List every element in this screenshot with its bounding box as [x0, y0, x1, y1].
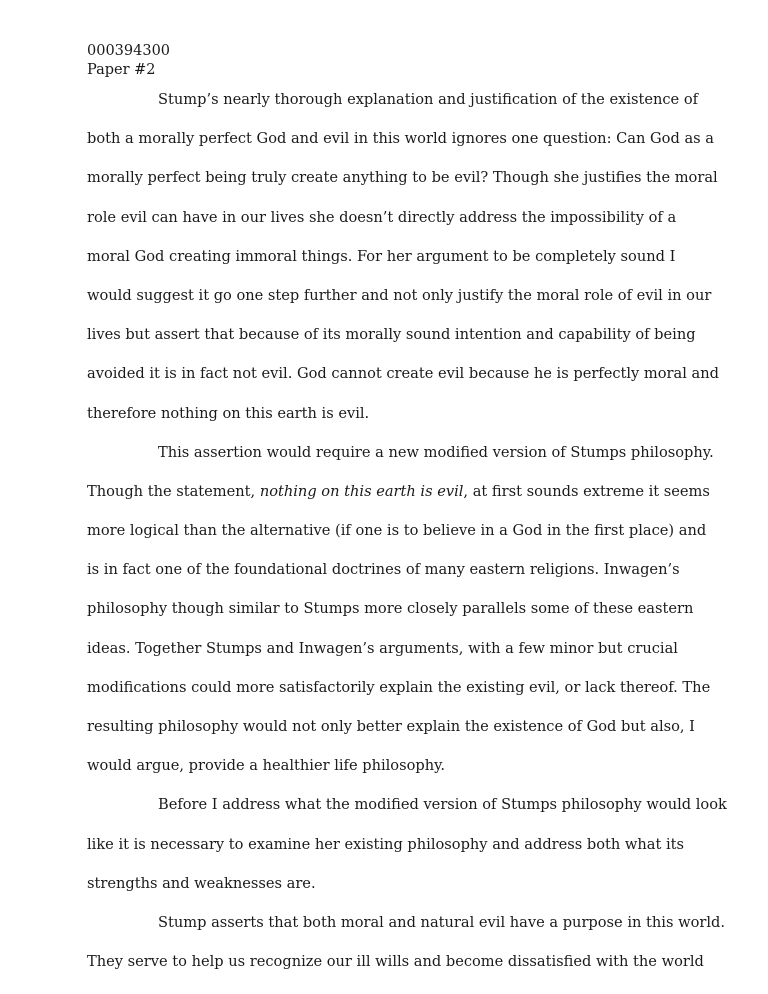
text-line: is in fact one of the foundational doctrines of many eastern religions. Inwagen’s: [87, 561, 680, 579]
text-line: would argue, provide a healthier life philosophy.: [87, 757, 446, 775]
text-line: Stump’s nearly thorough explanation and justification of the existence of: [158, 91, 699, 108]
text-line: role evil can have in our lives she doesn’t directly address the impossibility of a: [87, 208, 677, 226]
page-header: [87, 42, 170, 80]
paper-number: Paper #2: [87, 62, 156, 78]
text-line: morally perfect being truly create anything to be evil? Though she justifies the moral: [87, 169, 718, 187]
text-line: would suggest it go one step further and not only justify the moral role of evil in our: [87, 286, 712, 304]
text-line: They serve to help us recognize our ill wills and become dissatisfied with the world: [87, 953, 704, 971]
essay-body: [87, 87, 727, 988]
text-line: both a morally perfect God and evil in this world ignores one question: Can God as a: [87, 130, 714, 148]
text-line: avoided it is in fact not evil. God cannot create evil because he is perfectly moral and: [87, 365, 719, 383]
text-line: strengths and weaknesses are.: [87, 874, 316, 892]
text-line: resulting philosophy would not only better explain the existence of God but also, I: [87, 718, 695, 735]
text-segment: , at first sounds extreme it seems: [463, 482, 710, 500]
text-line: Before I address what the modified version of Stumps philosophy would look: [158, 796, 727, 814]
text-line: This assertion would require a new modified version of Stumps philosophy.: [158, 443, 714, 461]
text-line: [87, 479, 710, 518]
italic-phrase: nothing on this earth is evil: [259, 482, 464, 500]
text-line: philosophy though similar to Stumps more closely parallels some of these eastern: [87, 600, 694, 618]
text-line: Stump asserts that both moral and natural evil have a purpose in this world.: [158, 913, 725, 931]
text-line: like it is necessary to examine her existing philosophy and address both what its: [87, 835, 685, 853]
text-line: moral God creating immoral things. For her argument to be completely sound I: [87, 247, 676, 265]
student-id: 000394300: [87, 43, 171, 59]
text-line: more logical than the alternative (if one is to believe in a God in the first place) and: [87, 522, 707, 540]
text-line: modifications could more satisfactorily explain the existing evil, or lack thereof. The: [87, 678, 711, 696]
text-line: lives but assert that because of its morally sound intention and capability of being: [87, 326, 696, 344]
text-line: ideas. Together Stumps and Inwagen’s arguments, with a few minor but crucial: [87, 639, 678, 657]
text-line: therefore nothing on this earth is evil.: [87, 404, 370, 422]
text-segment: Though the statement,: [87, 482, 260, 500]
